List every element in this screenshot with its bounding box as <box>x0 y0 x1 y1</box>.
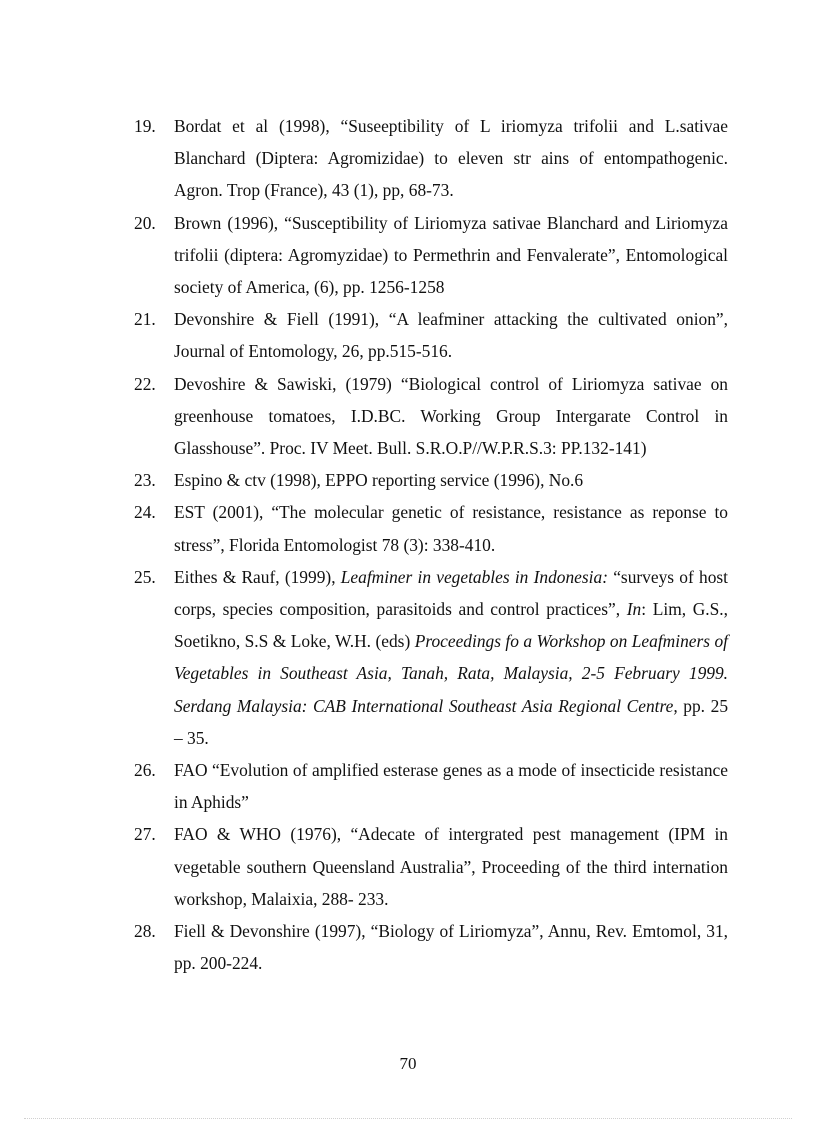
reference-list <box>132 110 728 979</box>
reference-italic-segment: Proceedings fo a Workshop on Leafminers of Vegetables in Southeast Asia, Tanah, Rata, Malaysia, 2-5 February 1999. Serdang Malaysia: CAB International Southeast Asia Regional Centre, <box>174 631 728 716</box>
reference-segment: Bordat et al (1998), “Suseeptibility of L iriomyza trifolii and L.sativae Blanchard (Diptera: Agromizidae) to eleven str ains of entompathogenic. Agron. Trop (France), 43 (1), pp, 68-73. <box>174 116 728 201</box>
reference-segment: “surveys of host corps, species composition, parasitoids and control practices”, <box>174 566 728 620</box>
reference-number: 20. <box>134 212 156 233</box>
reference-text <box>174 116 728 200</box>
reference-number: 28. <box>134 921 156 942</box>
reference-number: 21. <box>134 309 156 330</box>
reference-text <box>174 921 728 973</box>
reference-text <box>174 824 728 908</box>
reference-segment: Espino & ctv (1998), EPPO reporting service (1996), No.6 <box>174 470 584 491</box>
reference-segment: FAO “Evolution of amplified esterase genes as a mode of insecticide resistance in Aphids” <box>174 760 728 813</box>
reference-number: 25. <box>134 566 156 587</box>
reference-item <box>132 207 728 304</box>
reference-item <box>132 561 728 754</box>
reference-number: 27. <box>134 824 156 845</box>
page-bottom-divider <box>24 1118 792 1119</box>
reference-text <box>174 502 728 554</box>
reference-number: 23. <box>134 470 156 491</box>
reference-item <box>132 754 728 818</box>
reference-text <box>174 213 728 297</box>
reference-italic-segment: In <box>626 599 642 620</box>
reference-item <box>132 464 728 496</box>
reference-text <box>174 374 728 458</box>
reference-segment: Fiell & Devonshire (1997), “Biology of Liriomyza”, Annu, Rev. Emtomol, 31, pp. 200-224. <box>174 921 728 974</box>
reference-item <box>132 368 728 465</box>
reference-item <box>132 110 728 207</box>
reference-number: 19. <box>134 116 156 136</box>
reference-segment: FAO & WHO (1976), “Adecate of intergrated pest management (IPM in vegetable southern Queensland Australia”, Proceeding of the third internation workshop, Malaixia, 288- 233. <box>174 824 728 909</box>
reference-item <box>132 496 728 560</box>
reference-text <box>174 567 728 748</box>
reference-segment: Devonshire & Fiell (1991), “A leafminer attacking the cultivated onion”, Journal of Entomology, 26, pp.515-516. <box>174 309 728 362</box>
page-number: 70 <box>399 1054 417 1073</box>
reference-text <box>174 760 728 812</box>
reference-segment: : Lim, G.S., Soetikno, S.S & Loke, W.H. (eds) <box>174 599 728 652</box>
reference-segment: EST (2001), “The molecular genetic of resistance, resistance as reponse to stress”, Florida Entomologist 78 (3): 338-410. <box>174 502 728 555</box>
reference-segment: Brown (1996), “Susceptibility of Liriomyza sativae Blanchard and Liriomyza trifolii (diptera: Agromyzidae) to Permethrin and Fenvalerate”, Entomological society of America, (6), pp. 1256-1258 <box>174 212 728 298</box>
reference-segment: Devoshire & Sawiski, (1979) “Biological control of Liriomyza sativae on greenhouse tomatoes, I.D.BC. Working Group Intergarate Control in Glasshouse”. Proc. IV Meet. Bull. S.R.O.P//W.P.R.S.3: PP.132-141) <box>174 373 728 459</box>
reference-segment: pp. 25 – 35. <box>174 695 729 748</box>
reference-item <box>132 818 728 915</box>
reference-number: 24. <box>134 502 156 523</box>
reference-item <box>132 303 728 367</box>
reference-segment: Eithes & Rauf, (1999), <box>174 566 341 587</box>
reference-italic-segment: Leafminer in vegetables in Indonesia: <box>340 566 608 587</box>
reference-number: 26. <box>134 760 156 781</box>
reference-number: 22. <box>134 373 156 394</box>
reference-text <box>174 470 583 490</box>
reference-item <box>132 915 728 979</box>
reference-text <box>174 309 728 361</box>
